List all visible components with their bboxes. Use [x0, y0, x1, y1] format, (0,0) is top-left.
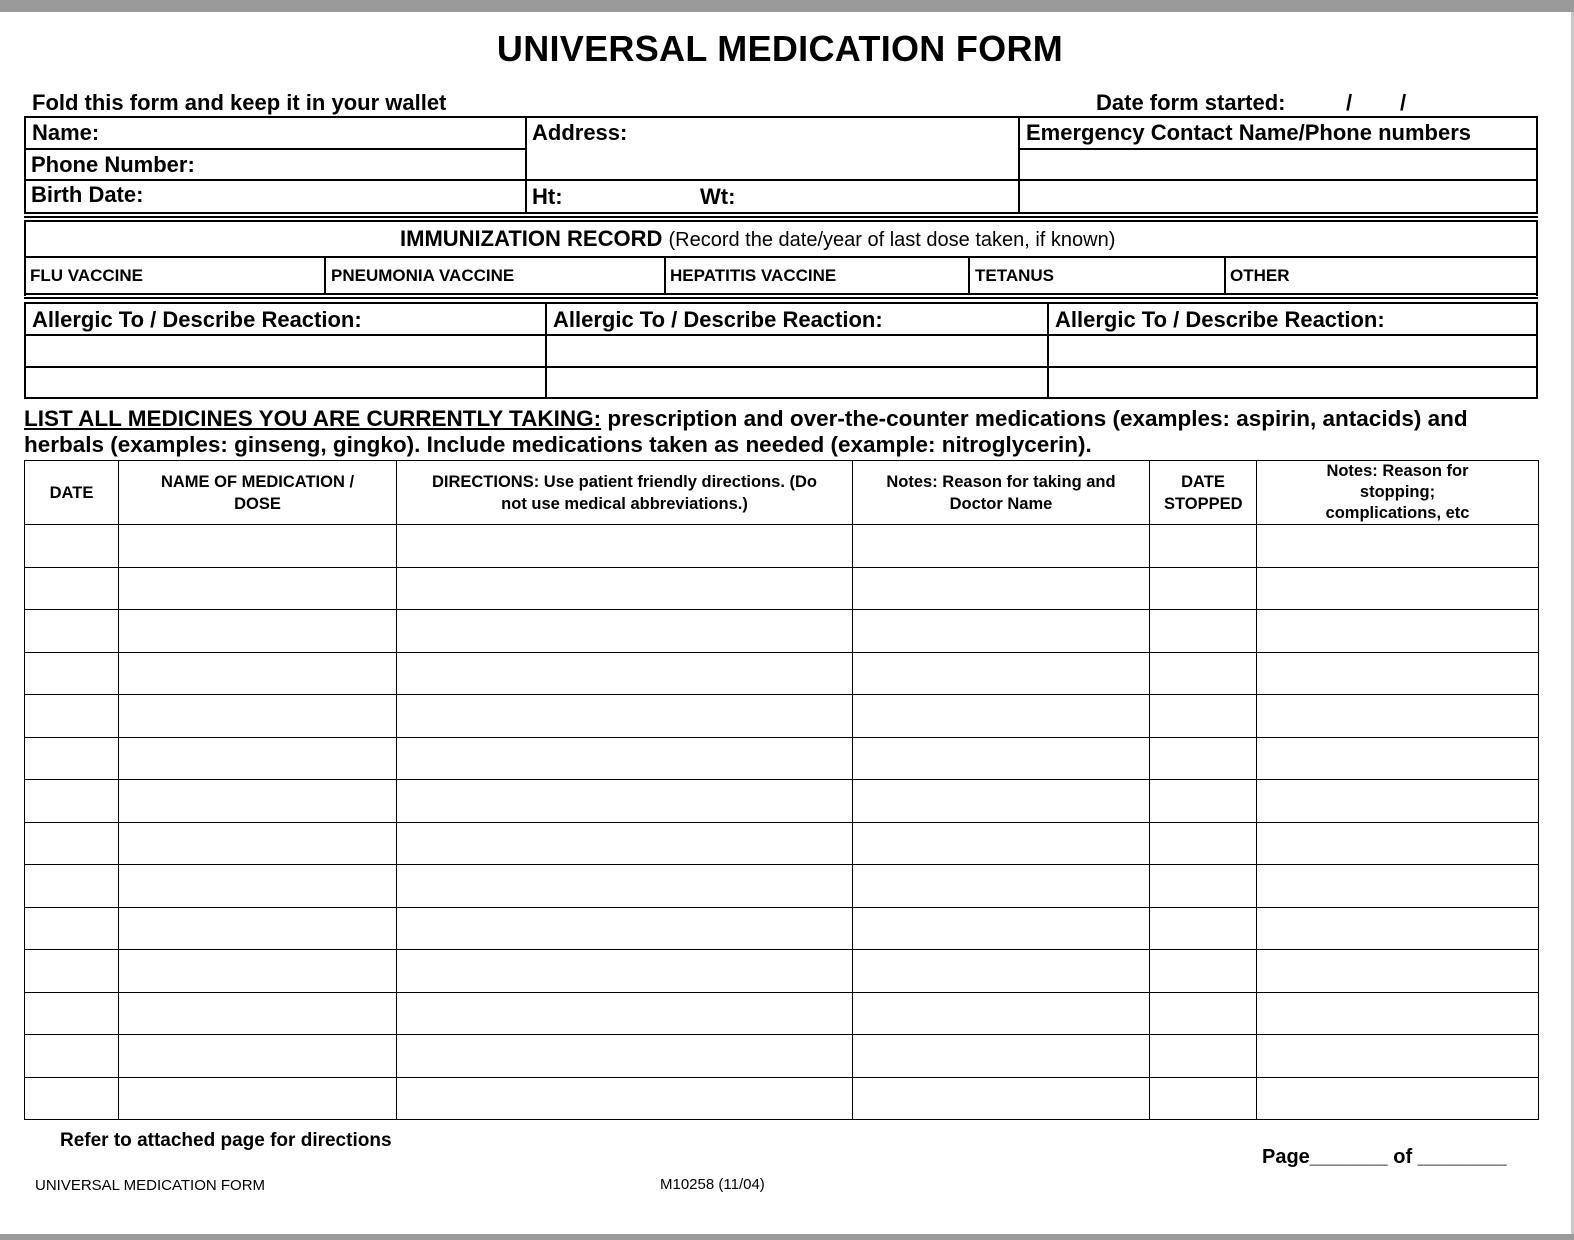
table-row: [25, 907, 1539, 950]
date-started-label: Date form started:: [1096, 90, 1286, 115]
table-cell[interactable]: [853, 652, 1150, 695]
flu-vaccine-field[interactable]: FLU VACCINE: [30, 266, 144, 285]
table-cell[interactable]: [25, 610, 119, 653]
page-number-field[interactable]: Page_______ of ________: [1262, 1146, 1507, 1168]
footer-form-code: M10258 (11/04): [660, 1176, 765, 1193]
table-row: [25, 525, 1539, 568]
table-row: [25, 737, 1539, 780]
table-cell[interactable]: [1257, 737, 1539, 780]
table-cell[interactable]: [853, 1035, 1150, 1078]
pneumonia-vaccine-field[interactable]: PNEUMONIA VACCINE: [331, 266, 515, 285]
immunization-subheading: (Record the date/year of last dose taken, if known): [668, 229, 1116, 251]
table-cell[interactable]: [1257, 822, 1539, 865]
table-cell[interactable]: [25, 695, 119, 738]
table-cell[interactable]: [397, 610, 853, 653]
other-vaccine-field[interactable]: OTHER: [1230, 266, 1290, 285]
table-row: [25, 567, 1539, 610]
table-cell[interactable]: [853, 865, 1150, 908]
table-cell[interactable]: [1150, 780, 1257, 823]
table-row: [25, 1077, 1539, 1120]
table-cell[interactable]: [397, 907, 853, 950]
table-cell[interactable]: [397, 737, 853, 780]
hepatitis-vaccine-field[interactable]: HEPATITIS VACCINE: [670, 266, 837, 285]
table-header-row: [25, 461, 1539, 525]
column-header-directions: DIRECTIONS: Use patient friendly directions. (Do not use medical abbreviations.): [397, 461, 853, 525]
window-bottom-border: [0, 1234, 1574, 1240]
table-cell[interactable]: [853, 525, 1150, 568]
table-cell[interactable]: [119, 1035, 397, 1078]
table-cell[interactable]: [1257, 992, 1539, 1035]
table-cell[interactable]: [25, 567, 119, 610]
table-cell[interactable]: [119, 907, 397, 950]
table-cell[interactable]: [25, 822, 119, 865]
column-header-medication: NAME OF MEDICATION / DOSE: [119, 461, 397, 525]
column-header-notes-stopping: Notes: Reason for stopping; complications, etc: [1257, 461, 1539, 525]
table-cell[interactable]: [119, 610, 397, 653]
table-cell[interactable]: [1150, 695, 1257, 738]
table-cell[interactable]: [397, 1077, 853, 1120]
table-cell[interactable]: [119, 1077, 397, 1120]
table-cell[interactable]: [1150, 737, 1257, 780]
medications-table: [24, 460, 1539, 1120]
table-cell[interactable]: [1150, 1077, 1257, 1120]
table-row: [25, 992, 1539, 1035]
table-cell[interactable]: [1257, 695, 1539, 738]
table-cell[interactable]: [119, 822, 397, 865]
table-cell[interactable]: [397, 822, 853, 865]
table-cell[interactable]: [25, 652, 119, 695]
footer-form-name: UNIVERSAL MEDICATION FORM: [35, 1177, 266, 1194]
table-cell[interactable]: [397, 525, 853, 568]
table-row: [25, 780, 1539, 823]
table-cell[interactable]: [119, 525, 397, 568]
table-cell[interactable]: [853, 822, 1150, 865]
table-cell[interactable]: [119, 865, 397, 908]
column-header-notes-taking: Notes: Reason for taking and Doctor Name: [853, 461, 1150, 525]
table-cell[interactable]: [853, 737, 1150, 780]
table-cell[interactable]: [397, 652, 853, 695]
table-cell[interactable]: [1257, 1035, 1539, 1078]
column-header-date-stopped: DATE STOPPED: [1150, 461, 1257, 525]
table-cell[interactable]: [1150, 525, 1257, 568]
column-header-date: DATE: [25, 461, 119, 525]
table-cell[interactable]: [1257, 950, 1539, 993]
allergy-field-2[interactable]: Allergic To / Describe Reaction:: [553, 307, 883, 332]
refer-note: Refer to attached page for directions: [60, 1130, 392, 1151]
table-cell[interactable]: [25, 907, 119, 950]
window-top-border: [0, 0, 1574, 12]
birth-date-field[interactable]: Birth Date:: [31, 182, 144, 207]
phone-number-field[interactable]: Phone Number:: [31, 152, 195, 177]
table-cell[interactable]: [25, 737, 119, 780]
table-cell[interactable]: [119, 695, 397, 738]
table-cell[interactable]: [1257, 525, 1539, 568]
weight-field[interactable]: Wt:: [700, 184, 736, 209]
date-separator: /: [1400, 90, 1407, 115]
page-title: UNIVERSAL MEDICATION FORM: [496, 28, 1064, 69]
name-field[interactable]: Name:: [32, 120, 100, 145]
table-cell[interactable]: [119, 950, 397, 993]
table-cell[interactable]: [397, 992, 853, 1035]
medicines-instructions-text: prescription and over-the-counter medications (examples: aspirin, antacids) and herbals (examples: ginseng, gingko). Include medications taken as needed (example: nitroglycerin).: [24, 406, 1468, 457]
table-cell[interactable]: [25, 992, 119, 1035]
table-cell[interactable]: [853, 992, 1150, 1035]
table-cell[interactable]: [25, 865, 119, 908]
table-cell[interactable]: [853, 567, 1150, 610]
table-row: [25, 610, 1539, 653]
medicines-instructions: [24, 406, 1544, 458]
table-cell[interactable]: [1150, 907, 1257, 950]
emergency-contact-field[interactable]: Emergency Contact Name/Phone numbers: [1026, 120, 1472, 145]
table-cell[interactable]: [853, 950, 1150, 993]
table-cell[interactable]: [397, 1035, 853, 1078]
table-row: [25, 652, 1539, 695]
immunization-heading: [400, 226, 1115, 252]
table-cell[interactable]: [397, 865, 853, 908]
table-cell[interactable]: [1150, 950, 1257, 993]
table-row: [25, 950, 1539, 993]
height-field[interactable]: Ht:: [532, 184, 563, 209]
table-row: [25, 1035, 1539, 1078]
table-cell[interactable]: [25, 1035, 119, 1078]
table-cell[interactable]: [119, 652, 397, 695]
table-cell[interactable]: [397, 567, 853, 610]
table-row: [25, 822, 1539, 865]
table-cell[interactable]: [1150, 652, 1257, 695]
table-cell[interactable]: [1257, 1077, 1539, 1120]
tetanus-field[interactable]: TETANUS: [975, 266, 1055, 285]
table-cell[interactable]: [1150, 567, 1257, 610]
immunization-title: IMMUNIZATION RECORD: [400, 226, 663, 251]
date-separator: /: [1346, 90, 1353, 115]
table-cell[interactable]: [1257, 610, 1539, 653]
table-cell[interactable]: [119, 737, 397, 780]
table-cell[interactable]: [25, 525, 119, 568]
table-cell[interactable]: [1257, 865, 1539, 908]
table-cell[interactable]: [853, 780, 1150, 823]
medicines-instructions-heading: LIST ALL MEDICINES YOU ARE CURRENTLY TAKING:: [24, 406, 602, 431]
table-cell[interactable]: [1150, 992, 1257, 1035]
table-cell[interactable]: [119, 992, 397, 1035]
table-cell[interactable]: [25, 1077, 119, 1120]
table-cell[interactable]: [25, 780, 119, 823]
table-cell[interactable]: [1150, 865, 1257, 908]
table-cell[interactable]: [853, 1077, 1150, 1120]
table-cell[interactable]: [853, 695, 1150, 738]
table-cell[interactable]: [397, 950, 853, 993]
table-cell[interactable]: [1257, 567, 1539, 610]
allergy-field-1[interactable]: Allergic To / Describe Reaction:: [32, 307, 362, 332]
table-cell[interactable]: [1150, 1035, 1257, 1078]
allergy-field-3[interactable]: Allergic To / Describe Reaction:: [1055, 307, 1385, 332]
table-cell[interactable]: [853, 907, 1150, 950]
table-cell[interactable]: [1150, 610, 1257, 653]
table-cell[interactable]: [397, 695, 853, 738]
table-cell[interactable]: [119, 780, 397, 823]
address-field[interactable]: Address:: [532, 120, 628, 145]
table-cell[interactable]: [397, 780, 853, 823]
table-cell[interactable]: [1150, 822, 1257, 865]
table-row: [25, 865, 1539, 908]
table-cell[interactable]: [853, 610, 1150, 653]
table-row: [25, 695, 1539, 738]
table-cell[interactable]: [1257, 652, 1539, 695]
table-cell[interactable]: [1257, 780, 1539, 823]
table-cell[interactable]: [1257, 907, 1539, 950]
table-cell[interactable]: [119, 567, 397, 610]
fold-note: Fold this form and keep it in your wallet: [32, 90, 447, 115]
table-cell[interactable]: [25, 950, 119, 993]
